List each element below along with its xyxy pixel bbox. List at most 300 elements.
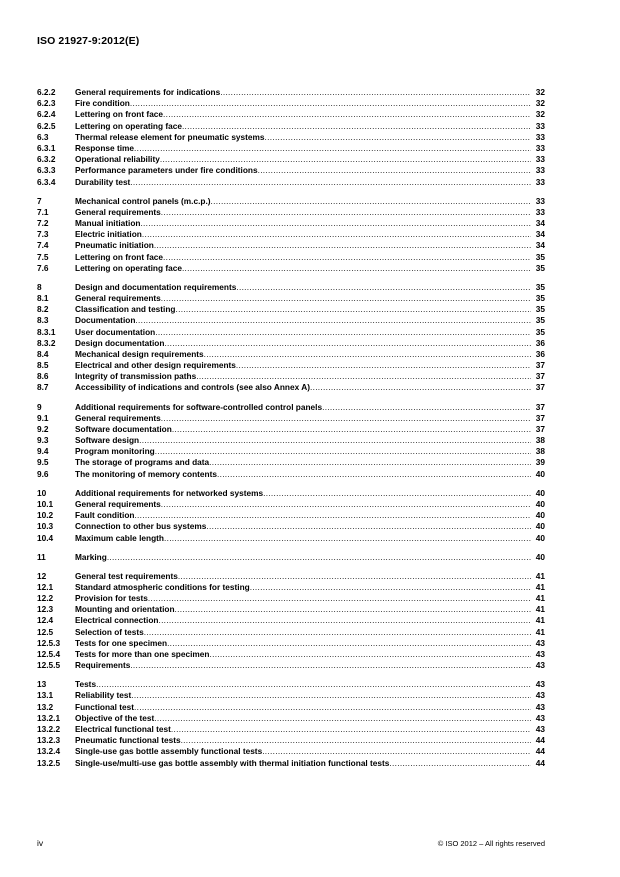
toc-entry-number: 12.1: [37, 581, 54, 592]
toc-entry-number: 8.6: [37, 371, 49, 382]
toc-entry[interactable]: [37, 402, 545, 413]
toc-entry-title: Lettering on operating face: [75, 262, 182, 273]
toc-entry[interactable]: [37, 758, 545, 769]
dot-leader: [204, 349, 531, 360]
toc-entry-number: 12.2: [37, 593, 54, 604]
dot-leader: [135, 315, 531, 326]
toc-entry-page: 43: [535, 701, 545, 712]
dot-leader: [139, 435, 531, 446]
toc-entry-title-wrap: [75, 382, 531, 393]
toc-entry-number: 12.5.3: [37, 637, 61, 648]
toc-entry[interactable]: [37, 724, 545, 735]
toc-entry-title-wrap: [75, 746, 531, 757]
toc-entry-page: 43: [535, 679, 545, 690]
toc-entry-number: 13.1: [37, 690, 54, 701]
toc-entry-number: 9.5: [37, 457, 49, 468]
section-spacer: [37, 274, 545, 282]
toc-entry[interactable]: [37, 240, 545, 251]
toc-entry-number: 6.3: [37, 131, 49, 142]
toc-entry-title: Mounting and orientation: [75, 604, 175, 615]
document-header: ISO 21927-9:2012(E): [37, 35, 140, 47]
toc-entry-page: 34: [535, 240, 545, 251]
toc-entry[interactable]: [37, 327, 545, 338]
toc-entry-number: 12.4: [37, 615, 54, 626]
dot-leader: [236, 360, 531, 371]
toc-entry-number: 6.3.2: [37, 154, 56, 165]
toc-entry[interactable]: [37, 593, 545, 604]
toc-entry-title: Fire condition: [75, 98, 130, 109]
toc-entry-title: Additional requirements for networked systems: [75, 487, 264, 498]
toc-entry-title: Pneumatic initiation: [75, 240, 154, 251]
dot-leader: [134, 143, 531, 154]
toc-entry[interactable]: [37, 121, 545, 132]
toc-entry[interactable]: [37, 143, 545, 154]
dot-leader: [211, 196, 531, 207]
toc-entry[interactable]: [37, 638, 545, 649]
toc-entry-title-wrap: [75, 713, 531, 724]
toc-entry-title: Documentation: [75, 315, 136, 326]
toc-entry-title-wrap: [75, 724, 531, 735]
toc-entry-title-wrap: [75, 446, 531, 457]
dot-leader: [389, 758, 531, 769]
toc-entry-page: 33: [535, 206, 545, 217]
dot-leader: [209, 649, 531, 660]
toc-entry-page: 36: [535, 348, 545, 359]
toc-entry[interactable]: [37, 469, 545, 480]
dot-leader: [236, 282, 531, 293]
toc-entry-page: 41: [535, 581, 545, 592]
toc-entry[interactable]: [37, 282, 545, 293]
toc-entry-number: 8.5: [37, 360, 49, 371]
toc-entry-title: Mechanical design requirements: [75, 348, 204, 359]
toc-entry-page: 41: [535, 570, 545, 581]
toc-entry-title: The monitoring of memory contents: [75, 468, 217, 479]
section-spacer: [37, 563, 545, 571]
dot-leader: [161, 207, 531, 218]
toc-entry[interactable]: [37, 435, 545, 446]
toc-entry-title-wrap: [75, 154, 531, 165]
dot-leader: [178, 571, 531, 582]
toc-entry-title-wrap: [75, 604, 531, 615]
toc-entry-number: 10.4: [37, 532, 54, 543]
toc-entry-number: 8: [37, 281, 42, 292]
toc-entry-title: Mechanical control panels (m.c.p.): [75, 195, 211, 206]
toc-entry-title-wrap: [75, 488, 531, 499]
toc-entry[interactable]: [37, 649, 545, 660]
dot-leader: [161, 293, 531, 304]
section-spacer: [37, 480, 545, 488]
toc-entry-title-wrap: [75, 98, 531, 109]
toc-entry-title-wrap: [75, 627, 531, 638]
toc-entry-number: 9.6: [37, 468, 49, 479]
toc-entry[interactable]: [37, 218, 545, 229]
dot-leader: [164, 533, 531, 544]
toc-entry-title-wrap: [75, 371, 531, 382]
toc-entry[interactable]: [37, 263, 545, 274]
toc-entry-number: 12.5: [37, 626, 54, 637]
toc-entry-title-wrap: [75, 165, 531, 176]
dot-leader: [262, 746, 531, 757]
toc-entry-number: 9.1: [37, 412, 49, 423]
toc-entry-page: 37: [535, 360, 545, 371]
toc-entry-title: General requirements: [75, 412, 161, 423]
toc-entry-page: 43: [535, 690, 545, 701]
toc-entry-title: Design documentation: [75, 337, 165, 348]
toc-entry-number: 7.1: [37, 206, 49, 217]
toc-entry-page: 35: [535, 281, 545, 292]
toc-entry-title-wrap: [75, 469, 531, 480]
dot-leader: [182, 263, 531, 274]
copyright-notice: © ISO 2012 – All rights reserved: [437, 839, 545, 848]
toc-entry-title: Reliability test: [75, 690, 132, 701]
toc-entry-title: Single-use gas bottle assembly functional tests: [75, 746, 263, 757]
toc-entry-title-wrap: [75, 315, 531, 326]
toc-entry-title: Program monitoring: [75, 446, 155, 457]
dot-leader: [154, 240, 531, 251]
toc-entry-number: 7.4: [37, 240, 49, 251]
toc-entry-title: General requirements: [75, 498, 161, 509]
toc-entry[interactable]: [37, 571, 545, 582]
toc-entry-page: 40: [535, 468, 545, 479]
dot-leader: [171, 724, 531, 735]
toc-entry-title: Connection to other bus systems: [75, 521, 207, 532]
toc-entry-title-wrap: [75, 240, 531, 251]
toc-entry[interactable]: [37, 382, 545, 393]
toc-entry-number: 7.5: [37, 251, 49, 262]
toc-entry-page: 40: [535, 510, 545, 521]
toc-entry-page: 38: [535, 435, 545, 446]
dot-leader: [163, 252, 531, 263]
toc-entry-title: Single-use/multi-use gas bottle assembly with thermal initiation functional tests: [75, 757, 390, 768]
toc-entry-title: Lettering on operating face: [75, 120, 182, 131]
toc-entry-page: 37: [535, 382, 545, 393]
toc-entry-title: Electrical connection: [75, 615, 159, 626]
toc-entry-title-wrap: [75, 702, 531, 713]
toc-entry[interactable]: [37, 510, 545, 521]
toc-entry-title: Electrical and other design requirements: [75, 360, 236, 371]
toc-entry-number: 6.2.2: [37, 87, 56, 97]
toc-entry-page: 44: [535, 735, 545, 746]
toc-entry-title-wrap: [75, 521, 531, 532]
dot-leader: [206, 521, 531, 532]
dot-leader: [250, 582, 531, 593]
dot-leader: [258, 165, 531, 176]
toc-entry-title-wrap: [75, 499, 531, 510]
toc-entry[interactable]: [37, 702, 545, 713]
toc-entry-number: 6.2.5: [37, 120, 56, 131]
toc-entry[interactable]: [37, 457, 545, 468]
toc-entry[interactable]: [37, 521, 545, 532]
toc-entry-title-wrap: [75, 679, 531, 690]
dot-leader: [167, 638, 531, 649]
toc-entry[interactable]: [37, 315, 545, 326]
dot-leader: [161, 413, 531, 424]
toc-entry-number: 7.6: [37, 262, 49, 273]
toc-entry-page: 38: [535, 446, 545, 457]
toc-entry-title-wrap: [75, 263, 531, 274]
toc-entry-title-wrap: [75, 649, 531, 660]
toc-entry-page: 36: [535, 337, 545, 348]
toc-entry-number: 11: [37, 551, 46, 562]
dot-leader: [130, 660, 531, 671]
toc-entry-title-wrap: [75, 510, 531, 521]
toc-entry-page: 35: [535, 262, 545, 273]
toc-entry[interactable]: [37, 165, 545, 176]
toc-entry-page: 43: [535, 648, 545, 659]
toc-entry-title: Requirements: [75, 660, 131, 671]
section-spacer: [37, 394, 545, 402]
toc-entry-title-wrap: [75, 132, 531, 143]
toc-entry-title-wrap: [75, 533, 531, 544]
toc-entry-number: 13.2: [37, 701, 54, 712]
toc-entry-title-wrap: [75, 582, 531, 593]
toc-entry-title-wrap: [75, 457, 531, 468]
toc-entry-page: 43: [535, 712, 545, 723]
dot-leader: [154, 713, 531, 724]
toc-entry-title-wrap: [75, 690, 531, 701]
toc-entry-title: Electrical functional test: [75, 723, 171, 734]
toc-entry-page: 33: [535, 176, 545, 187]
toc-entry[interactable]: [37, 627, 545, 638]
toc-entry[interactable]: [37, 615, 545, 626]
toc-entry-title-wrap: [75, 638, 531, 649]
toc-entry-title-wrap: [75, 304, 531, 315]
toc-entry-number: 13.2.1: [37, 712, 61, 723]
toc-entry-title-wrap: [75, 293, 531, 304]
dot-leader: [175, 604, 531, 615]
toc-entry-number: 12.5.4: [37, 648, 61, 659]
toc-entry-page: 41: [535, 626, 545, 637]
toc-entry-page: 43: [535, 637, 545, 648]
toc-entry-title: General requirements: [75, 292, 161, 303]
toc-entry-title-wrap: [75, 229, 531, 240]
toc-entry-title: Lettering on front face: [75, 251, 164, 262]
toc-entry-page: 35: [535, 315, 545, 326]
toc-entry-title: General test requirements: [75, 570, 178, 581]
toc-entry-title: Manual initiation: [75, 217, 141, 228]
toc-entry-number: 10.3: [37, 521, 54, 532]
toc-entry-title: Maximum cable length: [75, 532, 164, 543]
toc-entry[interactable]: [37, 229, 545, 240]
toc-entry[interactable]: [37, 582, 545, 593]
dot-leader: [265, 132, 531, 143]
toc-entry-number: 13.2.3: [37, 735, 61, 746]
toc-entry-number: 12: [37, 570, 47, 581]
toc-entry-title: Additional requirements for software-controlled control panels: [75, 401, 323, 412]
toc-entry-title-wrap: [75, 552, 531, 563]
toc-entry-title: User documentation: [75, 326, 156, 337]
toc-entry[interactable]: [37, 488, 545, 499]
toc-entry-page: 40: [535, 487, 545, 498]
toc-entry-page: 33: [535, 165, 545, 176]
dot-leader: [107, 552, 531, 563]
dot-leader: [160, 154, 531, 165]
toc-entry-title: Accessibility of indications and controls (see also Annex A): [75, 382, 310, 393]
toc-entry-title: Design and documentation requirements: [75, 281, 237, 292]
toc-entry-number: 13.2.4: [37, 746, 61, 757]
toc-entry-title-wrap: [75, 402, 531, 413]
page-number: iv: [37, 838, 44, 848]
toc-entry-number: 6.2.4: [37, 109, 56, 120]
toc-entry[interactable]: [37, 424, 545, 435]
toc-entry[interactable]: [37, 360, 545, 371]
toc-entry[interactable]: [37, 604, 545, 615]
toc-entry-title: Response time: [75, 142, 135, 153]
toc-entry[interactable]: [37, 746, 545, 757]
dot-leader: [144, 627, 531, 638]
toc-entry-page: 33: [535, 131, 545, 142]
toc-entry-page: 41: [535, 615, 545, 626]
toc-entry[interactable]: [37, 293, 545, 304]
toc-entry-number: 8.3.1: [37, 326, 56, 337]
toc-entry[interactable]: [37, 713, 545, 724]
toc-entry-page: 44: [535, 757, 545, 768]
toc-entry-number: 13: [37, 679, 47, 690]
toc-entry-title-wrap: [75, 758, 531, 769]
toc-entry[interactable]: [37, 533, 545, 544]
toc-entry-title: General requirements for indications: [75, 87, 221, 97]
toc-entry[interactable]: [37, 735, 545, 746]
toc-entry-title-wrap: [75, 87, 531, 98]
dot-leader: [220, 87, 531, 98]
toc-entry-page: 35: [535, 304, 545, 315]
toc-entry-title-wrap: [75, 615, 531, 626]
toc-entry-page: 40: [535, 551, 545, 562]
toc-entry[interactable]: [37, 87, 545, 98]
dot-leader: [96, 679, 531, 690]
toc-entry[interactable]: [37, 252, 545, 263]
section-spacer: [37, 671, 545, 679]
toc-entry[interactable]: [37, 207, 545, 218]
toc-entry-title: Electric initiation: [75, 229, 142, 240]
table-of-contents: [37, 87, 545, 769]
toc-entry[interactable]: [37, 132, 545, 143]
toc-entry-page: 33: [535, 120, 545, 131]
toc-entry-title-wrap: [75, 413, 531, 424]
toc-entry-title-wrap: [75, 177, 531, 188]
toc-entry-page: 33: [535, 195, 545, 206]
toc-entry-number: 9.3: [37, 435, 49, 446]
toc-entry-page: 32: [535, 87, 545, 97]
toc-entry-title-wrap: [75, 143, 531, 154]
toc-entry[interactable]: [37, 552, 545, 563]
toc-entry[interactable]: [37, 679, 545, 690]
toc-entry-page: 40: [535, 498, 545, 509]
toc-entry-title: Durability test: [75, 176, 131, 187]
toc-entry-page: 32: [535, 109, 545, 120]
dot-leader: [182, 121, 531, 132]
toc-entry-page: 37: [535, 423, 545, 434]
dot-leader: [158, 615, 531, 626]
toc-entry-page: 41: [535, 604, 545, 615]
toc-entry[interactable]: [37, 177, 545, 188]
toc-entry[interactable]: [37, 690, 545, 701]
toc-entry-page: 44: [535, 746, 545, 757]
dot-leader: [176, 304, 531, 315]
toc-entry-number: 7: [37, 195, 42, 206]
toc-entry-number: 12.5.5: [37, 660, 61, 671]
dot-leader: [163, 109, 531, 120]
toc-entry[interactable]: [37, 154, 545, 165]
toc-entry-page: 35: [535, 292, 545, 303]
dot-leader: [164, 338, 531, 349]
toc-entry[interactable]: [37, 196, 545, 207]
toc-entry-number: 9.2: [37, 423, 49, 434]
toc-entry-title-wrap: [75, 593, 531, 604]
toc-entry-number: 9: [37, 401, 42, 412]
toc-entry[interactable]: [37, 338, 545, 349]
toc-entry-page: 33: [535, 142, 545, 153]
dot-leader: [172, 424, 531, 435]
toc-entry[interactable]: [37, 413, 545, 424]
toc-entry-title-wrap: [75, 360, 531, 371]
toc-entry-title: Provision for tests: [75, 593, 148, 604]
toc-entry-title-wrap: [75, 218, 531, 229]
toc-entry[interactable]: [37, 98, 545, 109]
toc-entry-title-wrap: [75, 571, 531, 582]
dot-leader: [140, 218, 531, 229]
toc-entry-number: 7.2: [37, 217, 49, 228]
toc-entry-title: Pneumatic functional tests: [75, 735, 181, 746]
toc-entry[interactable]: [37, 304, 545, 315]
toc-entry-number: 8.7: [37, 382, 49, 393]
toc-entry-title-wrap: [75, 349, 531, 360]
toc-entry[interactable]: [37, 499, 545, 510]
toc-entry-title: Operational reliability: [75, 154, 160, 165]
toc-entry-title: General requirements: [75, 206, 161, 217]
toc-entry-page: 41: [535, 593, 545, 604]
dot-leader: [322, 402, 531, 413]
toc-entry-number: 8.4: [37, 348, 49, 359]
dot-leader: [263, 488, 531, 499]
toc-entry-number: 7.3: [37, 229, 49, 240]
dot-leader: [130, 177, 531, 188]
toc-entry-page: 40: [535, 532, 545, 543]
toc-entry-title: Fault condition: [75, 510, 135, 521]
toc-entry-page: 33: [535, 154, 545, 165]
toc-entry-title: Integrity of transmission paths: [75, 371, 197, 382]
toc-entry-title-wrap: [75, 252, 531, 263]
toc-entry-page: 35: [535, 326, 545, 337]
toc-entry-page: 34: [535, 229, 545, 240]
toc-entry-title-wrap: [75, 327, 531, 338]
toc-entry-number: 6.2.3: [37, 98, 56, 109]
dot-leader: [181, 735, 531, 746]
dot-leader: [161, 499, 531, 510]
toc-entry-title: Objective of the test: [75, 712, 155, 723]
dot-leader: [130, 98, 531, 109]
toc-entry-number: 10: [37, 487, 47, 498]
toc-entry[interactable]: [37, 371, 545, 382]
toc-entry-title-wrap: [75, 121, 531, 132]
toc-entry-title: Selection of tests: [75, 626, 144, 637]
toc-entry[interactable]: [37, 349, 545, 360]
toc-entry-page: 43: [535, 660, 545, 671]
toc-entry-number: 8.1: [37, 292, 49, 303]
toc-entry[interactable]: [37, 109, 545, 120]
toc-entry[interactable]: [37, 660, 545, 671]
toc-entry-number: 8.2: [37, 304, 49, 315]
toc-entry-number: 10.2: [37, 510, 54, 521]
dot-leader: [310, 382, 531, 393]
toc-entry-number: 10.1: [37, 498, 54, 509]
dot-leader: [155, 446, 531, 457]
toc-entry-title-wrap: [75, 435, 531, 446]
toc-entry[interactable]: [37, 446, 545, 457]
toc-entry-title: Software design: [75, 435, 140, 446]
toc-entry-title: Standard atmospheric conditions for testing: [75, 581, 250, 592]
toc-entry-page: 40: [535, 521, 545, 532]
